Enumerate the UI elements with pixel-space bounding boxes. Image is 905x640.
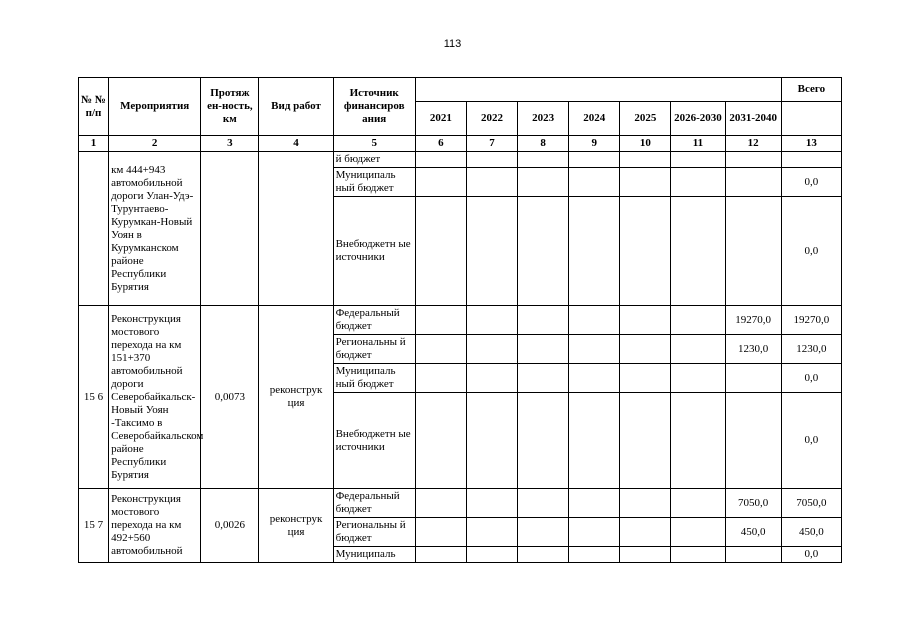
row-source: Муниципаль ный бюджет	[333, 364, 415, 393]
table-row	[79, 489, 842, 518]
header-years-group	[415, 78, 781, 102]
cell-2031	[725, 152, 781, 168]
row-description: Реконструкция мостового перехода на км 151+370 автомобильной дороги Северобайкальск-Новый Уоян -Таксимо в Северобайкальском районе Республики Бурятия	[109, 306, 201, 489]
row-num: 15 7	[79, 489, 109, 563]
cell-total: 19270,0	[781, 306, 841, 335]
col-number: 4	[259, 136, 333, 152]
row-length: 0,0073	[201, 306, 259, 489]
cell-total: 0,0	[781, 547, 841, 563]
header-year: 2023	[518, 102, 569, 136]
row-description: Реконструкция мостового перехода на км 492+560 автомобильной	[109, 489, 201, 563]
row-source: Внебюджетн ые источники	[333, 197, 415, 306]
row-source: Региональны й бюджет	[333, 518, 415, 547]
col-number: 11	[671, 136, 725, 152]
cell-2031	[725, 197, 781, 306]
row-length: 0,0026	[201, 489, 259, 563]
cell-2031: 1230,0	[725, 335, 781, 364]
header-year: 2025	[620, 102, 671, 136]
col-number: 13	[781, 136, 841, 152]
cell-total: 0,0	[781, 197, 841, 306]
col-number: 7	[466, 136, 517, 152]
cell-2031	[725, 168, 781, 197]
col-number: 8	[518, 136, 569, 152]
col-number: 10	[620, 136, 671, 152]
col-number: 6	[415, 136, 466, 152]
header-year: 2031-2040	[725, 102, 781, 136]
row-source: Федеральный бюджет	[333, 306, 415, 335]
header-year: 2022	[466, 102, 517, 136]
table-row	[79, 152, 842, 168]
cell-2031	[725, 393, 781, 489]
header-year: 2021	[415, 102, 466, 136]
row-length	[201, 152, 259, 306]
row-num	[79, 152, 109, 306]
cell-2031	[725, 364, 781, 393]
header-source: Источник финансиров ания	[333, 78, 415, 136]
financing-table	[78, 77, 842, 563]
header-year: 2024	[569, 102, 620, 136]
cell-total: 0,0	[781, 364, 841, 393]
row-num: 15 6	[79, 306, 109, 489]
cell-total: 450,0	[781, 518, 841, 547]
col-number: 5	[333, 136, 415, 152]
page-number: 113	[443, 38, 462, 50]
row-work-type: реконструк ция	[259, 306, 333, 489]
cell-2031: 19270,0	[725, 306, 781, 335]
header-length: Протяж ен-ность, км	[201, 78, 259, 136]
col-number: 9	[569, 136, 620, 152]
col-number: 1	[79, 136, 109, 152]
cell-total: 7050,0	[781, 489, 841, 518]
col-number: 3	[201, 136, 259, 152]
col-number: 12	[725, 136, 781, 152]
header-event: Мероприятия	[109, 78, 201, 136]
cell-total	[781, 152, 841, 168]
row-source: Федеральный бюджет	[333, 489, 415, 518]
row-description: км 444+943 автомобильной дороги Улан-Удэ-Турунтаево-Курумкан-Новый Уоян в Курумканском районе Республики Бурятия	[109, 152, 201, 306]
row-source: Региональны й бюджет	[333, 335, 415, 364]
col-number: 2	[109, 136, 201, 152]
row-work-type: реконструк ция	[259, 489, 333, 563]
cell-total: 1230,0	[781, 335, 841, 364]
cell-2031: 450,0	[725, 518, 781, 547]
header-total: Всего	[781, 78, 841, 102]
row-source: Муниципаль ный бюджет	[333, 168, 415, 197]
header-work-type: Вид работ	[259, 78, 333, 136]
header-total-blank	[781, 102, 841, 136]
cell-total: 0,0	[781, 393, 841, 489]
row-source: Внебюджетн ые источники	[333, 393, 415, 489]
cell-2031: 7050,0	[725, 489, 781, 518]
row-work-type	[259, 152, 333, 306]
row-source: Муниципаль	[333, 547, 415, 563]
table-row	[79, 306, 842, 335]
cell-2031	[725, 547, 781, 563]
header-year: 2026-2030	[671, 102, 725, 136]
header-num: № № п/п	[79, 78, 109, 136]
cell-total: 0,0	[781, 168, 841, 197]
row-source: й бюджет	[333, 152, 415, 168]
